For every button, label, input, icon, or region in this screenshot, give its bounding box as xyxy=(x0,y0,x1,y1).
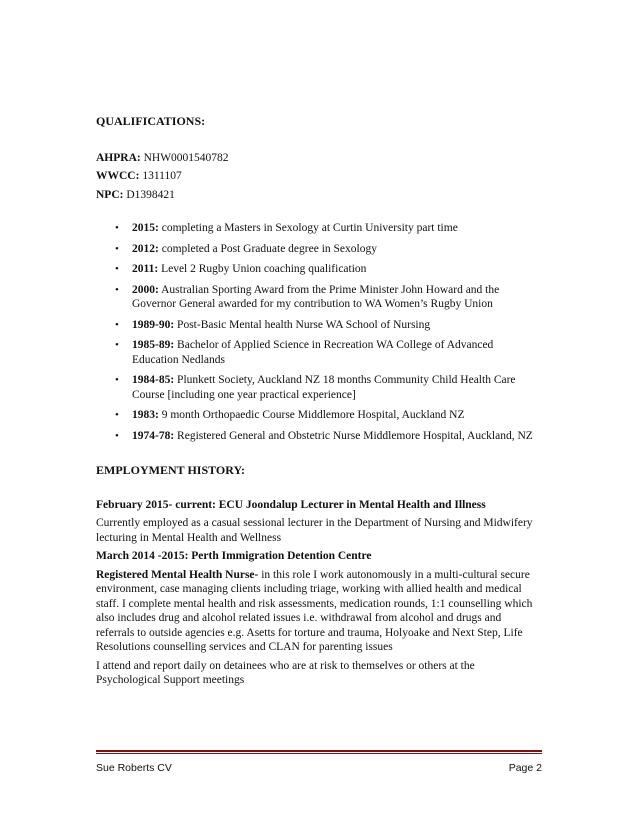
item-text: Post-Basic Mental health Nurse WA School of Nursing xyxy=(177,318,431,331)
ahpra-label: AHPRA: xyxy=(96,151,141,164)
bullet-icon: • xyxy=(115,318,119,331)
item-text: completed a Post Graduate degree in Sexology xyxy=(161,242,377,255)
qualifications-list xyxy=(96,221,541,443)
list-item xyxy=(96,283,541,312)
bullet-icon: • xyxy=(115,374,119,386)
list-item xyxy=(96,242,541,257)
item-text: 9 month Orthopaedic Course Middlemore Hospital, Auckland NZ xyxy=(161,409,465,421)
npc-value: D1398421 xyxy=(126,188,175,201)
wwcc-line xyxy=(96,169,541,184)
footer-rule xyxy=(96,750,542,752)
item-year: 2011: xyxy=(132,263,159,275)
bullet-icon: • xyxy=(115,263,119,275)
npc-label: NPC: xyxy=(96,188,124,201)
page-footer xyxy=(96,762,542,774)
list-item xyxy=(96,408,541,423)
wwcc-value: 1311107 xyxy=(142,170,182,182)
bullet-icon: • xyxy=(115,222,119,234)
job1-text: Currently employed as a casual sessional lecturer in the Department of Nursing and Midwifery lecturing in Mental Health and Wellness xyxy=(96,517,533,544)
footer-left: Sue Roberts CV xyxy=(96,762,172,774)
list-item xyxy=(96,429,541,444)
bullet-icon: • xyxy=(115,339,119,351)
job2-title: March 2014 -2015: Perth Immigration Detention Centre xyxy=(96,550,372,562)
ahpra-line xyxy=(96,151,541,166)
bullet-icon: • xyxy=(115,429,119,442)
list-item xyxy=(96,318,541,333)
job2-text: in this role I work autonomously in a multi-cultural secure environment, case managing clients including triage, working with allied health and medical staff. I complete mental health and risk assessments, medication rounds, 1:1 counselling which also includes drug and alcohol related issues i.e. withdrawal from alcohol and drugs and referrals to outside agencies e.g. Asetts for torture and trauma, Holyoake and Next Step, Life Resolutions counselling services and CLAN for parenting issues xyxy=(96,568,533,653)
item-text: Plunkett Society, Auckland NZ 18 months Community Child Health Care Course [including one year practical experience] xyxy=(132,374,516,401)
bullet-icon: • xyxy=(115,283,119,296)
item-year: 2000: xyxy=(132,283,159,296)
qualifications-heading: QUALIFICATIONS: xyxy=(96,114,206,128)
item-year: 1989-90: xyxy=(132,318,175,331)
item-text: Level 2 Rugby Union coaching qualification xyxy=(161,263,367,275)
footer-page-number: Page 2 xyxy=(508,762,542,774)
ahpra-value: NHW0001540782 xyxy=(143,151,229,164)
item-year: 1984-85: xyxy=(132,374,175,386)
footer-rule-thin xyxy=(96,753,542,754)
list-item xyxy=(96,338,541,367)
list-item xyxy=(96,221,541,236)
npc-line xyxy=(96,188,541,203)
item-text: completing a Masters in Sexology at Curtin University part time xyxy=(161,222,458,234)
bullet-icon: • xyxy=(115,242,119,255)
page-content xyxy=(96,114,541,688)
item-year: 1983: xyxy=(132,409,159,421)
job2-role: Registered Mental Health Nurse- xyxy=(96,568,259,581)
item-text: Bachelor of Applied Science in Recreation WA College of Advanced Education Nedlands xyxy=(132,339,494,366)
list-item xyxy=(96,262,541,277)
wwcc-label: WWCC: xyxy=(96,170,140,182)
item-year: 2012: xyxy=(132,242,159,255)
employment-heading: EMPLOYMENT HISTORY: xyxy=(96,463,246,477)
item-year: 1985-89: xyxy=(132,339,175,351)
job2-paragraph xyxy=(96,568,541,655)
item-text: Registered General and Obstetric Nurse Middlemore Hospital, Auckland, NZ xyxy=(177,429,533,442)
item-text: Australian Sporting Award from the Prime Minister John Howard and the Governor General awarded for my contribution to WA Women’s Rugby Union xyxy=(132,283,500,310)
item-year: 1974-78: xyxy=(132,429,175,442)
item-year: 2015: xyxy=(132,222,159,234)
list-item xyxy=(96,373,541,402)
job1-title: February 2015- current: ECU Joondalup Lecturer in Mental Health and Illness xyxy=(96,498,486,511)
bullet-icon: • xyxy=(115,409,119,421)
job2-text2: I attend and report daily on detainees who are at risk to themselves or others at the Psychological Support meetings xyxy=(96,659,475,686)
